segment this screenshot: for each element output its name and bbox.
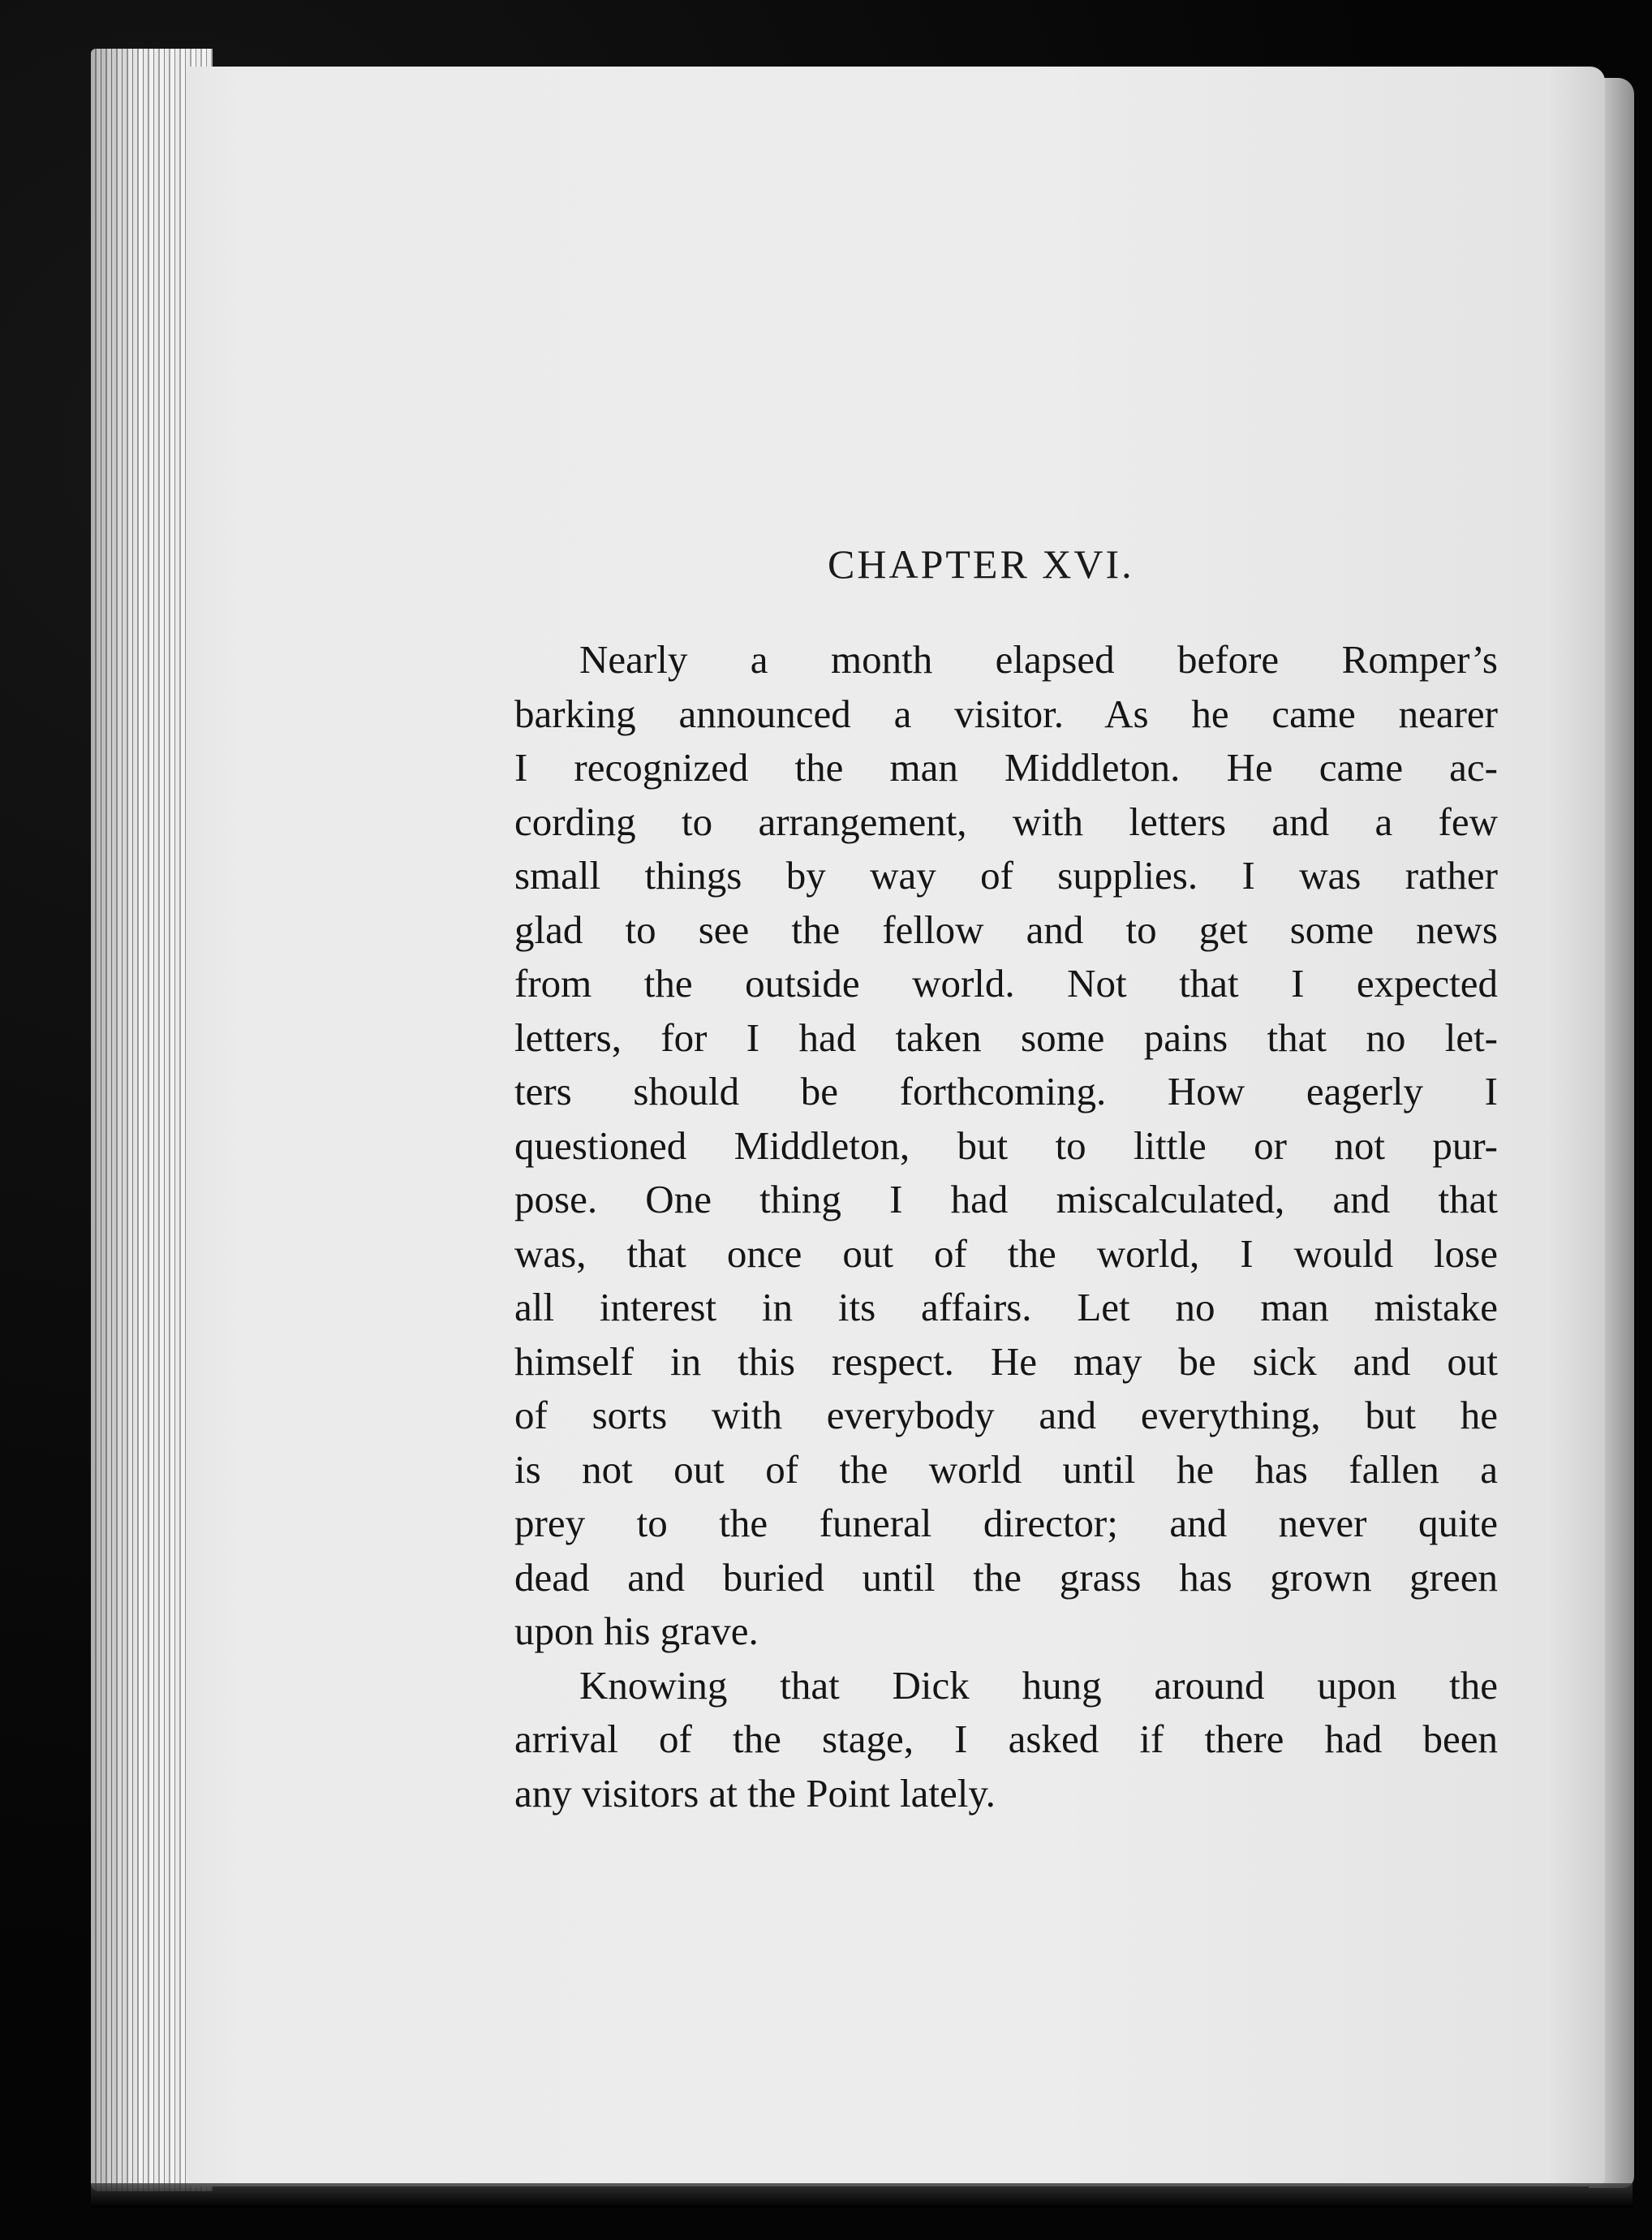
page-bottom-shadow: [91, 2183, 1633, 2208]
text-line: letters, for I had taken some pains that no let-: [514, 1014, 1498, 1060]
text-line: I recognized the man Middleton. He came ac-: [514, 745, 1498, 790]
text-line: arrival of the stage, I asked if there had been: [514, 1717, 1498, 1761]
text-line: questioned Middleton, but to little or not pur-: [514, 1122, 1498, 1168]
text-line: cording to arrangement, with letters and a few: [514, 799, 1498, 844]
text-line: upon his grave.: [514, 1609, 759, 1653]
body-text: [514, 633, 1498, 1820]
text-line: Knowing that Dick hung around upon the: [579, 1662, 1498, 1708]
text-line: small things by way of supplies. I was rather: [514, 853, 1498, 898]
text-line: Nearly a month elapsed before Romper’s: [579, 637, 1498, 682]
text-line: was, that once out of the world, I would lose: [514, 1230, 1498, 1276]
text-line: himself in this respect. He may be sick and out: [514, 1338, 1498, 1384]
text-line: is not out of the world until he has fallen a: [514, 1446, 1498, 1492]
chapter-heading: CHAPTER XVI.: [828, 541, 1134, 587]
text-line: ters should be forthcoming. How eagerly I: [514, 1069, 1498, 1114]
text-line: of sorts with everybody and everything, but he: [514, 1393, 1498, 1437]
text-line: from the outside world. Not that I expected: [514, 961, 1498, 1006]
paragraph-1: [514, 633, 1498, 1659]
text-line: dead and buried until the grass has grown green: [514, 1554, 1498, 1600]
paragraph-2: [514, 1659, 1498, 1821]
text-line: barking announced a visitor. As he came nearer: [514, 691, 1498, 736]
text-line: any visitors at the Point lately.: [514, 1770, 996, 1816]
text-line: all interest in its affairs. Let no man mistake: [514, 1285, 1498, 1329]
text-line: glad to see the fellow and to get some news: [514, 907, 1498, 952]
text-line: prey to the funeral director; and never quite: [514, 1501, 1498, 1545]
text-line: pose. One thing I had miscalculated, and that: [514, 1177, 1498, 1221]
